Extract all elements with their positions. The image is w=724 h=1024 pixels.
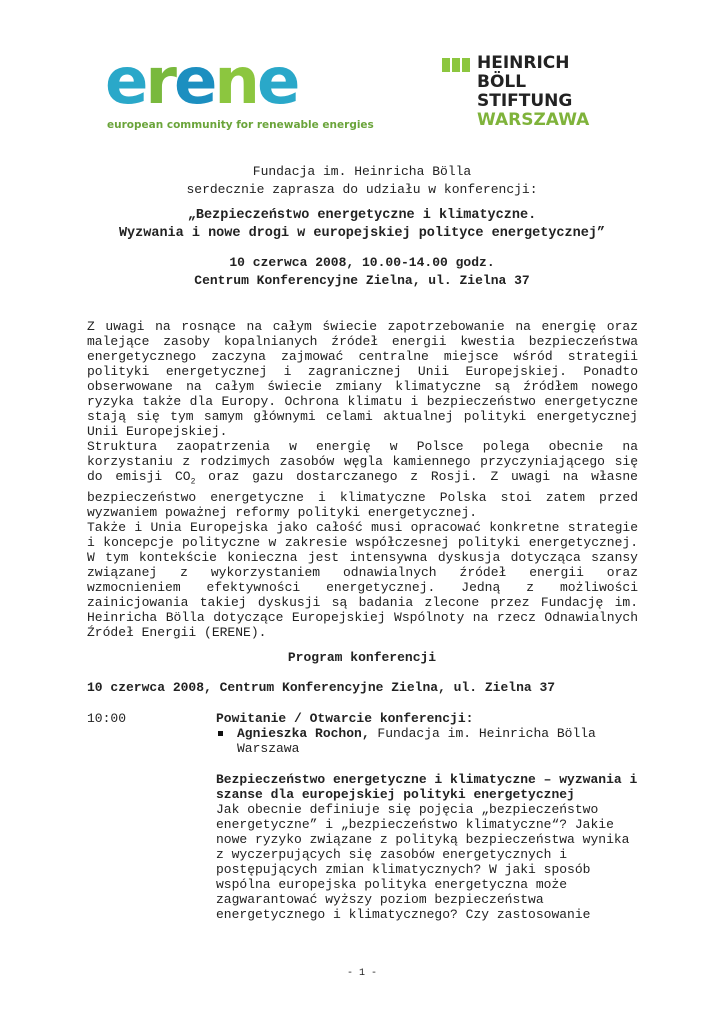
speaker: Agnieszka Rochon, Fundacja im. Heinricha Bölla Warszawa xyxy=(216,726,636,756)
session-block xyxy=(216,772,638,922)
paragraph-3: Także i Unia Europejska jako całość musi opracować konkretne strategie i koncepcje polityczne w zakresie współczesnej polityki energetycznej. W tym kontekście konieczna jest intensywna dyskusja dotycząca szansy związanej z wykorzystaniem odnawialnych źródeł energii oraz wzmocnieniem efektywności energetycznej. Jedną z możliwości zainicjowania takiej dyskusji są badania zlecone przez Fundację im. Heinricha Bölla dotyczące Europejskiej Wspólnoty na rzecz Odnawialnych Źródeł Energii (ERENE). xyxy=(87,519,638,640)
agenda-item xyxy=(216,711,636,756)
speaker-list xyxy=(216,726,636,756)
conference-title-line-2: Wyzwania i nowe drogi w europejskiej polityce energetycznej” xyxy=(118,226,606,241)
conference-venue: Centrum Konferencyjne Zielna, ul. Zielna 37 xyxy=(194,273,530,288)
conference-title-line-1: „Bezpieczeństwo energetyczne i klimatyczne. xyxy=(187,208,537,223)
session-description: Jak obecnie definiuje się pojęcia „bezpieczeństwo energetyczne” i „bezpieczeństwo klimatyczne“? Jakie nowe ryzyko związane z polityką bezpieczeństwa wynika z wyczerpujących się zasobów energetycznych i postępujących zmian klimatycznych? W jaki sposób wspólna europejska polityka energetyczna może zagwarantować wyższy poziom bezpieczeństwa energetycznego i klimatycznego? Czy zastosowanie xyxy=(216,802,630,922)
program-heading: Program konferencji xyxy=(287,650,437,665)
hbs-squares-icon xyxy=(442,58,472,77)
heinrich-boll-stiftung-logo xyxy=(441,53,590,136)
program-date-venue: 10 czerwca 2008, Centrum Konferencyjne Zielna, ul. Zielna 37 xyxy=(87,680,556,695)
body-text xyxy=(87,319,638,640)
page-number: - 1 - xyxy=(346,968,377,979)
invitation-text xyxy=(60,163,664,199)
agenda-time: 10:00 xyxy=(87,711,127,726)
invitation-line-2: serdecznie zaprasza do udziału w konferencji: xyxy=(186,182,538,197)
paragraph-1: Z uwagi na rosnące na całym świecie zapotrzebowanie na energię oraz malejące zasoby kopalnianych źródeł energii kwestia bezpieczeństwa energetycznego zaczyna zajmować centralne miejsce wśród strategii polityki energetycznej i zagranicznej Unii Europejskiej. Ponadto obserwowane na całym świecie zmiany klimatyczne są źródłem nowego ryzyka także dla Europy. Ochrona klimatu i bezpieczeństwo energetyczne stają się tym samym głównymi celami aktualnej polityki energetycznej Unii Europejskiej. xyxy=(87,319,638,439)
conference-date-venue xyxy=(60,254,664,290)
erene-wordmark: erene xyxy=(105,45,298,119)
conference-date: 10 czerwca 2008, 10.00-14.00 godz. xyxy=(229,255,495,270)
paragraph-2: Struktura zaopatrzenia w energię w Polsce polega obecnie na korzystaniu z rodzimych zasobów węgla kamiennego przyczyniającego się do emisji $CO_2$ oraz gazu dostarczanego z Rosji. Z uwagi na własne bezpieczeństwo energetyczne i klimatyczne Polska stoi zatem przed wyzwaniem poważnej reformy polityki energetycznej. xyxy=(87,439,638,520)
conference-title xyxy=(60,207,664,243)
invitation-line-1: Fundacja im. Heinricha Bölla xyxy=(252,164,472,179)
erene-logo xyxy=(105,45,374,136)
hbs-logo-text: HEINRICH BÖLL STIFTUNG WARSZAWA xyxy=(477,53,590,130)
erene-tagline: european community for renewable energies xyxy=(107,119,374,131)
session-title: Bezpieczeństwo energetyczne i klimatyczne – wyzwania i szanse dla europejskiej polityki energetycznej xyxy=(216,772,638,802)
agenda-item-title: Powitanie / Otwarcie konferencji: xyxy=(216,711,474,726)
